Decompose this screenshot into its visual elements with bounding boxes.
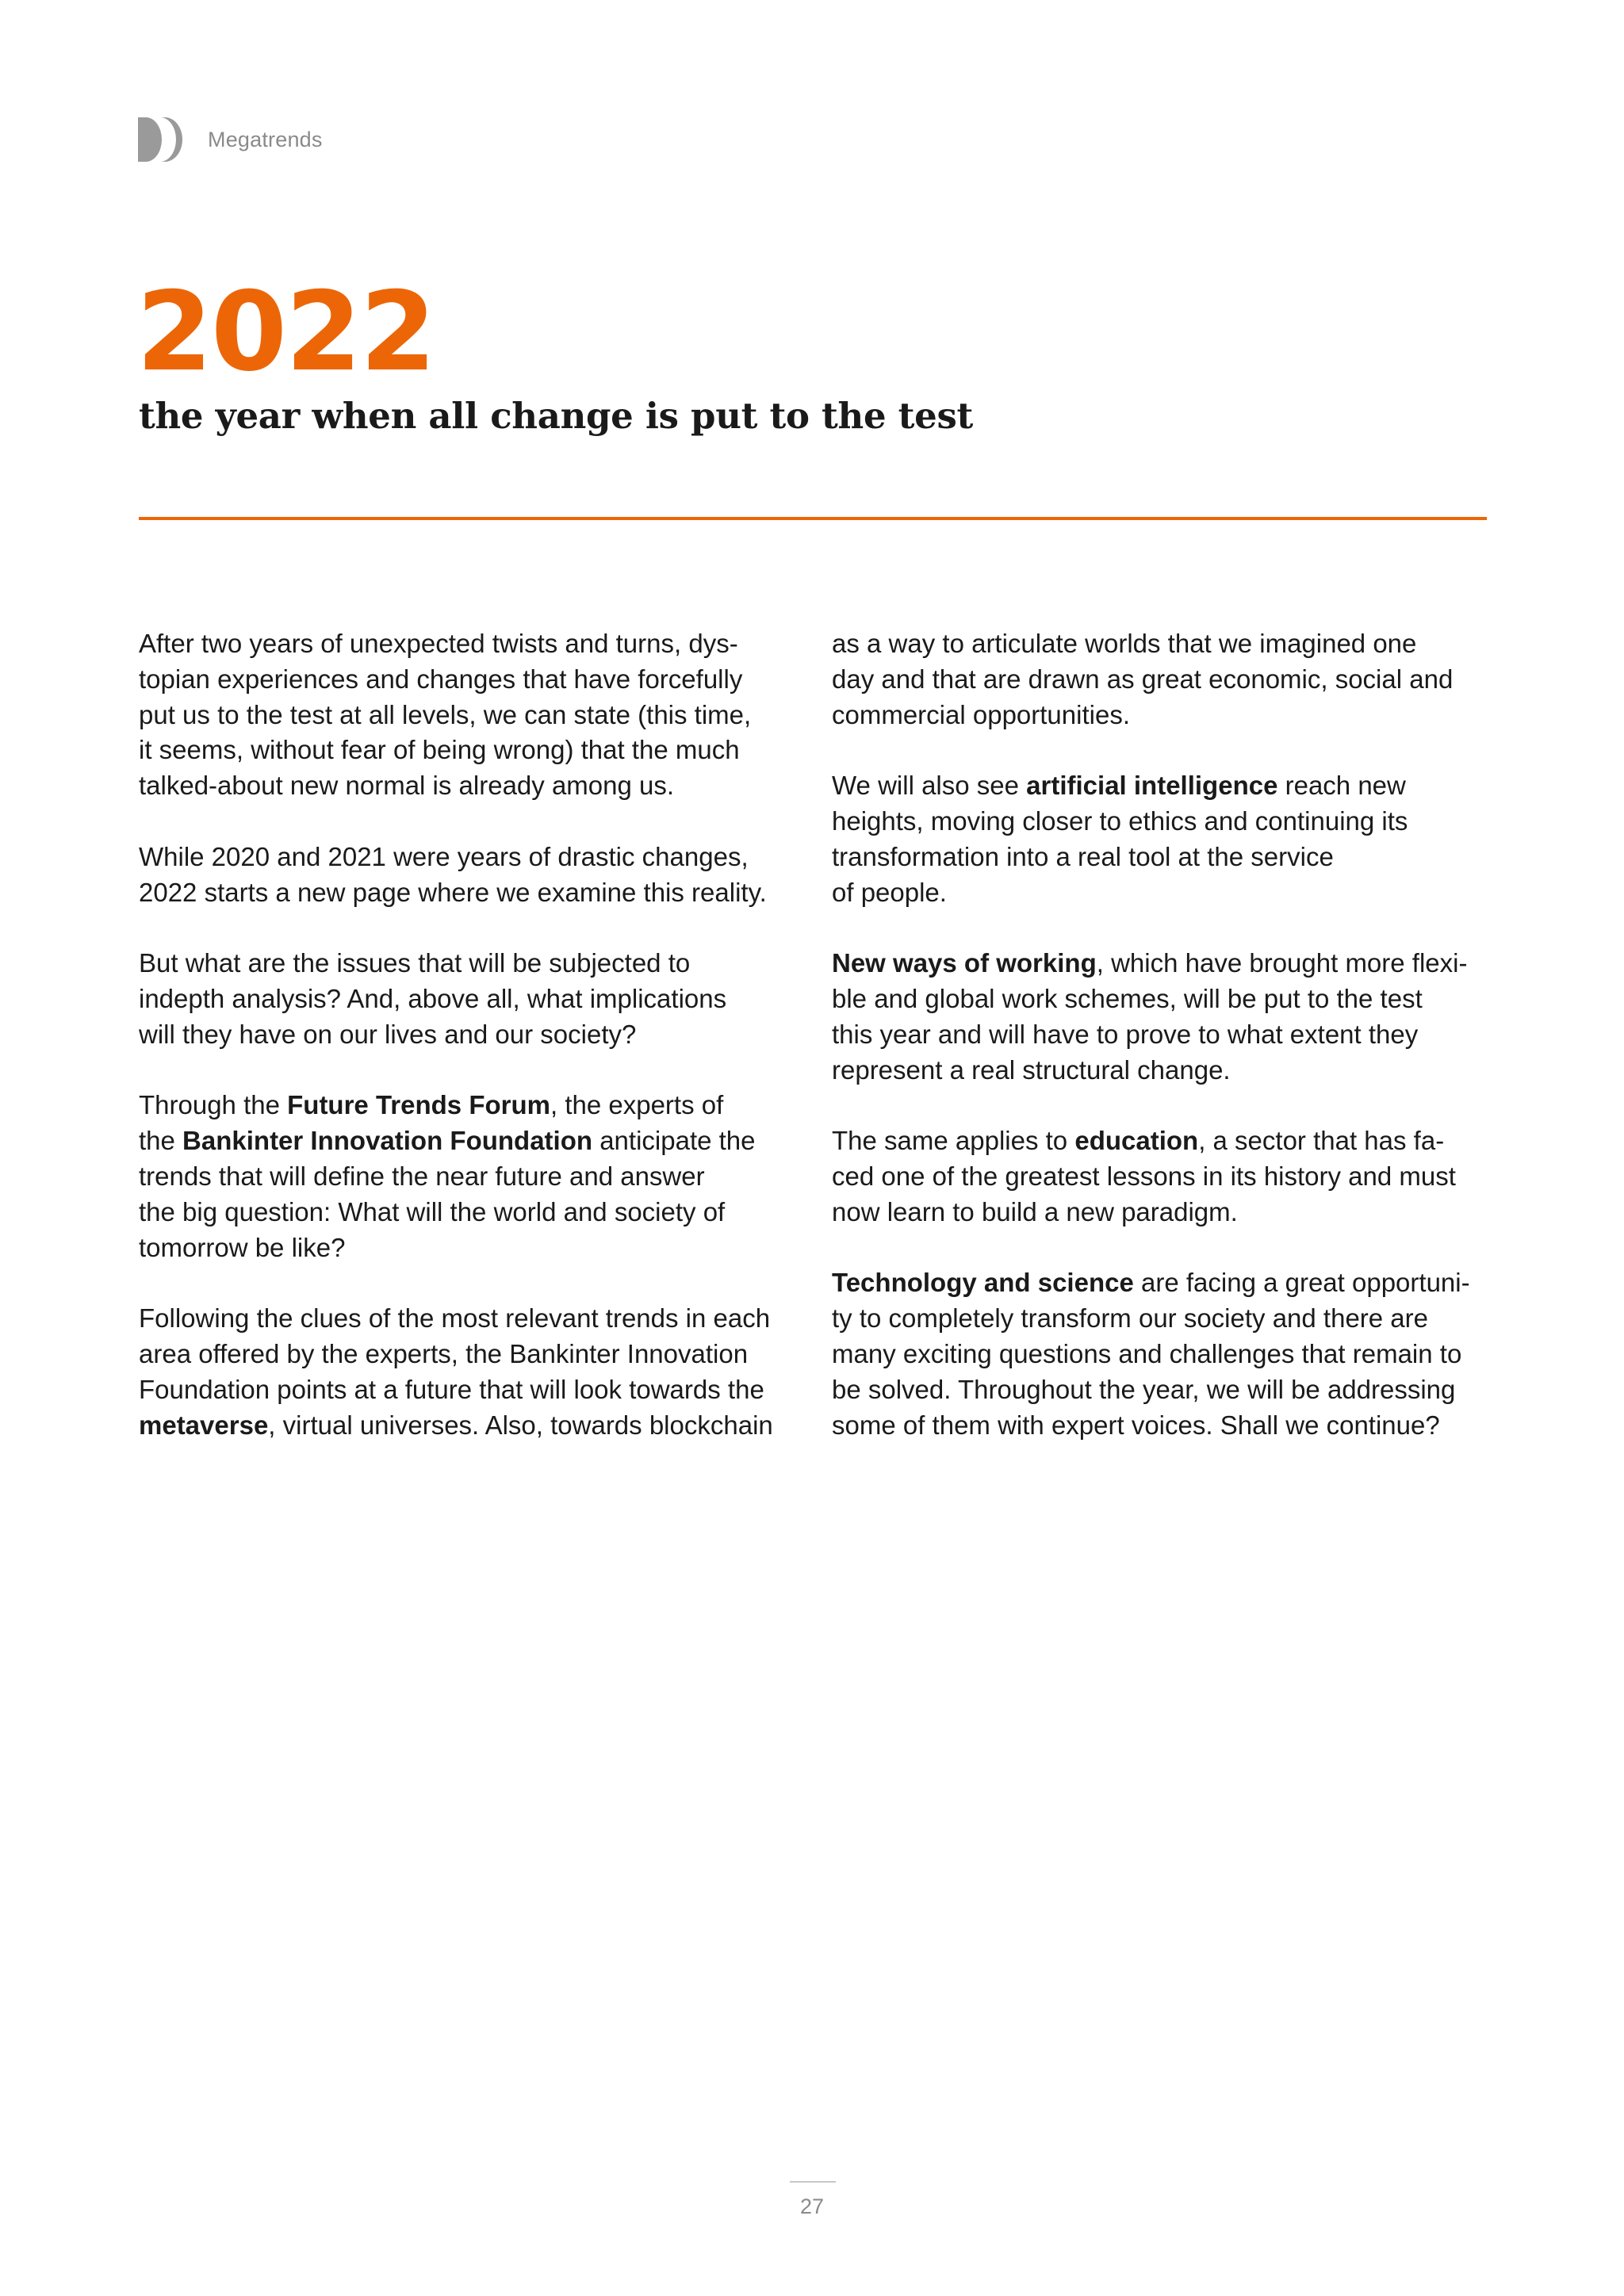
paragraph-questions (139, 946, 797, 1052)
text-line: many exciting questions and challenges that remain to (832, 1338, 1462, 1368)
text-run: We will also see (832, 771, 1027, 801)
publisher-logo-icon (138, 117, 184, 162)
paragraph-education (832, 1123, 1490, 1230)
text-run: Through the (139, 1090, 288, 1120)
title-divider (139, 517, 1487, 520)
page-number-divider (790, 2181, 836, 2183)
text-line: tomorrow be like? (139, 1232, 346, 1262)
paragraph-intro (139, 626, 797, 804)
text-line: represent a real structural change. (832, 1054, 1231, 1085)
text-line: will they have on our lives and our society? (139, 1019, 637, 1049)
text-line: While 2020 and 2021 were years of drastic changes, (139, 841, 749, 871)
emphasis-future-trends-forum: Future Trends Forum (287, 1090, 550, 1120)
text-line: ble and global work schemes, will be put to the test (832, 983, 1423, 1013)
text-line: some of them with expert voices. Shall we continue? (832, 1410, 1440, 1440)
text-line: now learn to build a new paradigm. (832, 1196, 1238, 1226)
text-line: commercial opportunities. (832, 699, 1130, 729)
paragraph-technology (832, 1265, 1490, 1443)
text-line: ty to completely transform our society and there are (832, 1303, 1429, 1334)
page-title-year: 2022 (136, 268, 435, 396)
emphasis-bankinter-foundation: Bankinter Innovation Foundation (182, 1126, 593, 1156)
text-run: The same applies to (832, 1126, 1075, 1156)
paragraph-work (832, 946, 1490, 1088)
left-column (139, 626, 797, 1479)
text-run: , which have brought more flexi- (1096, 948, 1468, 978)
emphasis-metaverse: metaverse (139, 1410, 269, 1440)
text-run: , the experts of (550, 1090, 724, 1120)
text-run: are facing a great opportuni- (1133, 1268, 1470, 1298)
paragraph-years (139, 840, 797, 911)
emphasis-education: education (1074, 1126, 1199, 1156)
text-line: put us to the test at all levels, we can state (this time, (139, 699, 752, 729)
section-label: Megatrends (208, 127, 323, 151)
text-line: topian experiences and changes that have forcefully (139, 664, 743, 694)
text-line: indepth analysis? And, above all, what implications (139, 983, 727, 1013)
text-line: of people. (832, 877, 947, 907)
emphasis-technology-and-science: Technology and science (832, 1268, 1134, 1298)
text-line: area offered by the experts, the Bankinter Innovation (139, 1338, 749, 1368)
paragraph-blockchain (832, 626, 1490, 733)
text-line: After two years of unexpected twists and turns, dys- (139, 629, 738, 658)
text-line: But what are the issues that will be subjected to (139, 948, 691, 978)
right-column (832, 626, 1490, 1479)
text-line: it seems, without fear of being wrong) that the much (139, 735, 740, 765)
text-line: talked-about new normal is already among us. (139, 771, 675, 801)
page-header (138, 117, 323, 162)
paragraph-metaverse (139, 1301, 797, 1443)
text-line: the big question: What will the world and society of (139, 1196, 726, 1226)
text-line: 2022 starts a new page where we examine this reality. (139, 877, 767, 907)
text-line: Following the clues of the most relevant trends in each (139, 1303, 771, 1334)
text-run: reach new (1277, 771, 1406, 801)
text-line: trends that will define the near future and answer (139, 1161, 705, 1191)
text-line: heights, moving closer to ethics and continuing its (832, 806, 1408, 836)
text-line: ced one of the greatest lessons in its history and must (832, 1161, 1456, 1191)
text-line: Foundation points at a future that will look towards the (139, 1374, 764, 1404)
text-line: this year and will have to prove to what extent they (832, 1019, 1419, 1049)
text-run: , virtual universes. Also, towards blockchain (268, 1410, 773, 1440)
page-number: 27 (799, 2195, 825, 2218)
paragraph-ai (832, 768, 1490, 910)
emphasis-new-ways-of-working: New ways of working (832, 948, 1097, 978)
emphasis-artificial-intelligence: artificial intelligence (1026, 771, 1278, 801)
text-run: the (139, 1126, 183, 1156)
text-run: anticipate the (592, 1126, 756, 1156)
text-line: as a way to articulate worlds that we imagined one (832, 629, 1417, 658)
text-line: transformation into a real tool at the service (832, 841, 1334, 871)
text-line: day and that are drawn as great economic, social and (832, 664, 1454, 694)
text-line: be solved. Throughout the year, we will be addressing (832, 1374, 1456, 1404)
page-subtitle: the year when all change is put to the test (139, 395, 973, 437)
paragraph-forum (139, 1088, 797, 1265)
text-run: , a sector that has fa- (1198, 1126, 1445, 1156)
